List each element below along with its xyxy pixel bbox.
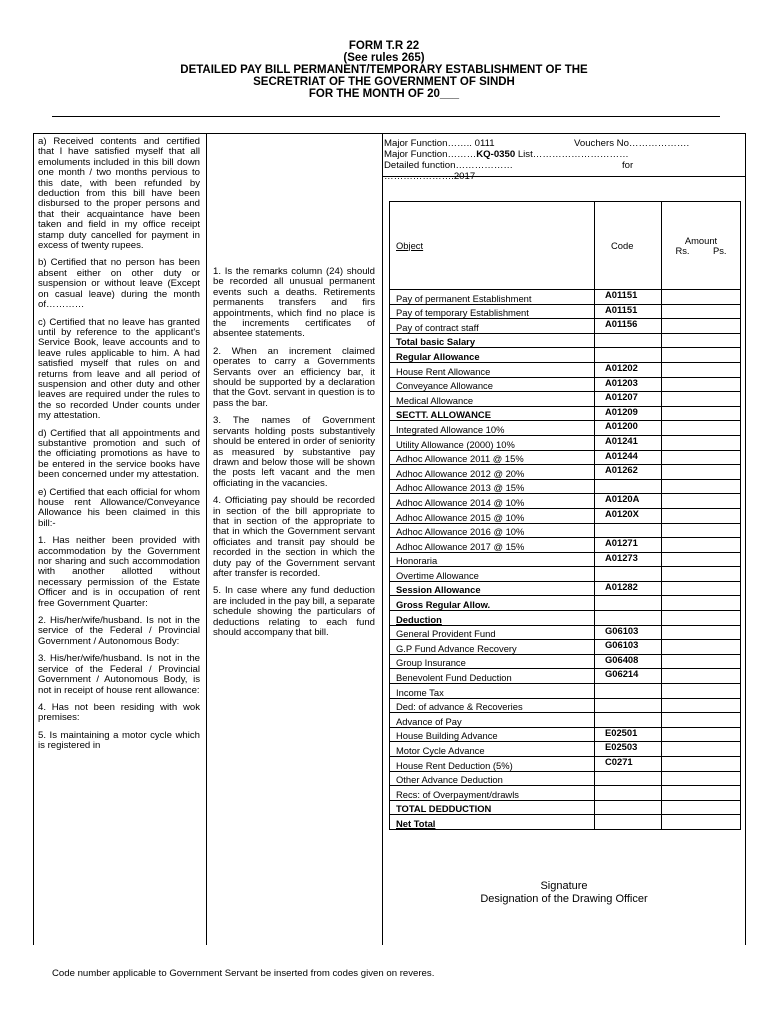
row-object: Net Total [390, 815, 595, 830]
signature-label: Signature [540, 880, 588, 892]
header-amount [662, 202, 741, 290]
table-row [390, 465, 741, 480]
row-amount[interactable] [662, 815, 741, 830]
rules-reference: (See rules 265) [343, 52, 425, 64]
row-amount[interactable] [662, 596, 741, 611]
row-object: Group Insurance [390, 654, 595, 669]
row-amount[interactable] [662, 450, 741, 465]
row-amount[interactable] [662, 786, 741, 801]
major-function-line [384, 138, 690, 149]
certificate-paragraph: c) Certified that no leave has granted until by reference to the applicant's Service Book, leave accounts and to leave rules applicable to him. A had satisfied myself that rules on and returns from leave and all period of suspension and other duty and other leaves are required under the rules to the so recorded Under counts under my attestation. [38, 316, 200, 422]
row-code: A01156 [595, 319, 662, 334]
header-amount-label: Amount [684, 234, 718, 246]
table-row [390, 479, 741, 494]
table-row [390, 698, 741, 713]
row-amount[interactable] [662, 304, 741, 319]
footer-note: Code number applicable to Government Servant be inserted from codes given on reveres. [52, 968, 435, 979]
table-row [390, 319, 741, 334]
row-code: A0120A [595, 494, 662, 509]
row-object: Integrated Allowance 10% [390, 421, 595, 436]
row-object: Adhoc Allowance 2014 @ 10% [390, 494, 595, 509]
certificate-paragraph: 4. Has not been residing with wok premises: [38, 701, 200, 724]
row-amount[interactable] [662, 538, 741, 553]
row-object: Motor Cycle Advance [390, 742, 595, 757]
row-object: Utility Allowance (2000) 10% [390, 435, 595, 450]
table-row [390, 742, 741, 757]
row-amount[interactable] [662, 406, 741, 421]
row-object: Recs: of Overpayment/drawls [390, 786, 595, 801]
row-code [595, 684, 662, 699]
row-object: Adhoc Allowance 2015 @ 10% [390, 508, 595, 523]
row-code [595, 523, 662, 538]
row-code: A01151 [595, 304, 662, 319]
certificate-paragraph: 1. Has neither been provided with accommodation by the Government nor sharing and such accommodation with another allotted without necessary permission of the Estate Officer and is in occupation of rent free Government Quarter: [38, 535, 200, 609]
row-amount[interactable] [662, 713, 741, 728]
row-code [595, 800, 662, 815]
row-object: Adhoc Allowance 2011 @ 15% [390, 450, 595, 465]
row-amount[interactable] [662, 771, 741, 786]
row-amount[interactable] [662, 742, 741, 757]
table-row [390, 786, 741, 801]
row-code [595, 596, 662, 611]
row-object: Benevolent Fund Deduction [390, 669, 595, 684]
row-object: Adhoc Allowance 2017 @ 15% [390, 538, 595, 553]
row-object: Total basic Salary [390, 333, 595, 348]
table-row [390, 640, 741, 655]
row-code [595, 348, 662, 363]
table-row [390, 611, 741, 626]
form-title-line2: SECRETRIAT OF THE GOVERNMENT OF SINDH [253, 76, 515, 88]
row-object: General Provident Fund [390, 625, 595, 640]
row-amount[interactable] [662, 362, 741, 377]
row-amount[interactable] [662, 654, 741, 669]
form-month-line: FOR THE MONTH OF 20___ [308, 88, 460, 100]
table-row [390, 377, 741, 392]
row-code: A01262 [595, 465, 662, 480]
row-object: Ded: of advance & Recoveries [390, 698, 595, 713]
row-code: A01209 [595, 406, 662, 421]
row-object: TOTAL DEDDUCTION [390, 800, 595, 815]
table-row [390, 596, 741, 611]
row-code [595, 815, 662, 830]
row-code: G06408 [595, 654, 662, 669]
table-row [390, 654, 741, 669]
row-code: A01271 [595, 538, 662, 553]
table-row [390, 523, 741, 538]
row-amount[interactable] [662, 581, 741, 596]
form-title-line1: DETAILED PAY BILL PERMANENT/TEMPORARY ESTABLISHMENT OF THE [180, 64, 588, 76]
row-amount[interactable] [662, 800, 741, 815]
functions-rule [382, 176, 746, 177]
row-amount[interactable] [662, 625, 741, 640]
row-object: Gross Regular Allow. [390, 596, 595, 611]
certificates-column [38, 137, 200, 945]
designation-label: Designation of the Drawing Officer [480, 893, 648, 905]
certificate-paragraph: e) Certified that each official for whom house rent Allowance/Conveyance Allowance his been claimed in this bill:- [38, 486, 200, 529]
row-code [595, 479, 662, 494]
row-code [595, 786, 662, 801]
row-code: A01241 [595, 435, 662, 450]
table-row [390, 304, 741, 319]
row-amount[interactable] [662, 684, 741, 699]
row-object: Session Allowance [390, 581, 595, 596]
row-code: G06103 [595, 625, 662, 640]
row-object: Pay of permanent Establishment [390, 290, 595, 305]
instruction-paragraph: 3. The names of Government servants holding posts substantively should be entered in order of seniority as measured by substantive pay drawn and below those will be shown the posts left vacant and the men officiating in the vacancies. [213, 415, 375, 489]
form-number: FORM T.R 22 [348, 40, 420, 52]
row-object: Adhoc Allowance 2013 @ 15% [390, 479, 595, 494]
row-amount[interactable] [662, 611, 741, 626]
row-object: Income Tax [390, 684, 595, 699]
row-code: A0120X [595, 508, 662, 523]
header-currency [662, 246, 740, 256]
table-row [390, 435, 741, 450]
row-code: A01202 [595, 362, 662, 377]
row-amount[interactable] [662, 567, 741, 582]
row-amount[interactable] [662, 523, 741, 538]
row-object: Regular Allowance [390, 348, 595, 363]
certificate-paragraph: 5. Is maintaining a motor cycle which is registered in [38, 729, 200, 752]
table-row [390, 567, 741, 582]
list-label: List………………………… [515, 149, 629, 160]
certificate-paragraph: d) Certified that all appointments and substantive promotion and such of the officiating promotions as have to be entered in the service books have been concerned under my attestation. [38, 427, 200, 481]
table-row [390, 348, 741, 363]
row-amount[interactable] [662, 465, 741, 480]
certificate-paragraph: 3. His/her/wife/husband. Is not in the service of the Federal / Provincial Government / Autonomous Body, is not in receipt of house rent allowance: [38, 653, 200, 696]
row-object: Pay of contract staff [390, 319, 595, 334]
row-object: Adhoc Allowance 2016 @ 10% [390, 523, 595, 538]
table-row [390, 406, 741, 421]
major-function-list-line [384, 149, 629, 160]
table-row [390, 815, 741, 830]
certificate-paragraph: 2. His/her/wife/husband. Is not in the service of the Federal / Provincial Government / Autonomous Body: [38, 615, 200, 647]
major-function-code: KQ-0350 [476, 149, 516, 160]
row-amount[interactable] [662, 348, 741, 363]
instruction-paragraph: 2. When an increment claimed operates to carry a Governments Servants over an efficiency bar, it should be supported by a declaration that the Govt. servant in question is to pass the bar. [213, 345, 375, 409]
header-rs: Rs. [675, 244, 690, 256]
row-code: A01203 [595, 377, 662, 392]
table-row [390, 800, 741, 815]
row-code: A01244 [595, 450, 662, 465]
row-code: A01282 [595, 581, 662, 596]
table-row [390, 552, 741, 567]
instructions-column [213, 267, 375, 727]
row-object: Adhoc Allowance 2012 @ 20% [390, 465, 595, 480]
row-amount[interactable] [662, 392, 741, 407]
row-code: A01151 [595, 290, 662, 305]
major-function-label: Major Function…….. 0111 [384, 138, 495, 149]
row-amount[interactable] [662, 290, 741, 305]
row-code [595, 771, 662, 786]
row-object: SECTT. ALLOWANCE [390, 406, 595, 421]
row-amount[interactable] [662, 508, 741, 523]
table-header-row [390, 202, 741, 290]
table-row [390, 333, 741, 348]
row-code [595, 333, 662, 348]
row-code [595, 567, 662, 582]
header-code [595, 202, 662, 290]
table-row [390, 508, 741, 523]
row-amount[interactable] [662, 640, 741, 655]
table-row [390, 421, 741, 436]
row-object: Honoraria [390, 552, 595, 567]
row-code: G06103 [595, 640, 662, 655]
year-label: ………………….2017 [384, 171, 476, 182]
row-amount[interactable] [662, 319, 741, 334]
row-amount[interactable] [662, 421, 741, 436]
row-code [595, 611, 662, 626]
header-rule [52, 116, 720, 117]
table-row [390, 669, 741, 684]
row-amount[interactable] [662, 377, 741, 392]
row-amount[interactable] [662, 669, 741, 684]
row-object: House Building Advance [390, 727, 595, 742]
table-row [390, 362, 741, 377]
header-ps: Ps. [712, 244, 727, 256]
row-object: G.P Fund Advance Recovery [390, 640, 595, 655]
row-code: C0271 [595, 757, 662, 772]
row-object: Other Advance Deduction [390, 771, 595, 786]
header-object: Object [390, 202, 595, 290]
row-code: A01200 [595, 421, 662, 436]
row-amount[interactable] [662, 757, 741, 772]
row-object: Deduction [390, 611, 595, 626]
row-object: Conveyance Allowance [390, 377, 595, 392]
row-amount[interactable] [662, 479, 741, 494]
vouchers-label: Vouchers No………………. [574, 138, 690, 149]
certificate-paragraph: b) Certified that no person has been absent either on other duty or suspension or without leave (Except on casual leave) during the month of………… [38, 257, 200, 311]
row-object: Medical Allowance [390, 392, 595, 407]
row-code [595, 713, 662, 728]
row-amount[interactable] [662, 698, 741, 713]
table-row [390, 538, 741, 553]
table-row [390, 450, 741, 465]
row-object: Pay of temporary Establishment [390, 304, 595, 319]
detailed-function-line [384, 160, 634, 171]
table-row [390, 494, 741, 509]
row-code: A01273 [595, 552, 662, 567]
detailed-function-label: Detailed function……………… [384, 160, 514, 171]
row-object: Advance of Pay [390, 713, 595, 728]
row-code: E02501 [595, 727, 662, 742]
table-row [390, 727, 741, 742]
row-amount[interactable] [662, 494, 741, 509]
table-row [390, 392, 741, 407]
header-code-label: Code [611, 239, 634, 251]
row-amount[interactable] [662, 435, 741, 450]
table-row [390, 290, 741, 305]
row-object: Overtime Allowance [390, 567, 595, 582]
row-amount[interactable] [662, 552, 741, 567]
major-function-prefix: Major Function……… [384, 149, 477, 160]
table-row [390, 684, 741, 699]
row-amount[interactable] [662, 727, 741, 742]
table-row [390, 581, 741, 596]
row-code: E02503 [595, 742, 662, 757]
row-object: House Rent Allowance [390, 362, 595, 377]
row-object: House Rent Deduction (5%) [390, 757, 595, 772]
pay-bill-table [389, 201, 741, 830]
form-header [0, 40, 768, 100]
instruction-paragraph: 5. In case where any fund deduction are included in the pay bill, a separate schedule showing the particulars of deductions relating to each fund should accompany that bill. [213, 585, 375, 638]
for-label: for [622, 160, 634, 171]
table-row [390, 771, 741, 786]
table-row [390, 625, 741, 640]
row-amount[interactable] [662, 333, 741, 348]
signature-block [382, 880, 746, 906]
instruction-paragraph: 1. Is the remarks column (24) should be recorded all unusual permanent events such a deaths. Retirements permanents transfers and firs appointments, which find no place is the increments certificates of absentee statements. [213, 267, 375, 340]
instruction-paragraph: 4. Officiating pay should be recorded in section of the bill appropriate to that in section of the appropriate to that in which the Government servant officiates and transit pay should be recorded in the section in which the duty pay of the Government servant after transfer is recorded. [213, 495, 375, 579]
row-code [595, 698, 662, 713]
table-row [390, 757, 741, 772]
certificate-paragraph: a) Received contents and certified that I have satisfied myself that all emoluments included in this bill down one month / two months pervious to this date, with been refunded by deduction from this bill have been disbursed to the proper persons and that their acquaintance have been taken and field in my office receipt stamp duty cancelled for payment in excess of twenty rupees. [38, 137, 200, 252]
row-code: G06214 [595, 669, 662, 684]
table-row [390, 713, 741, 728]
row-code: A01207 [595, 392, 662, 407]
